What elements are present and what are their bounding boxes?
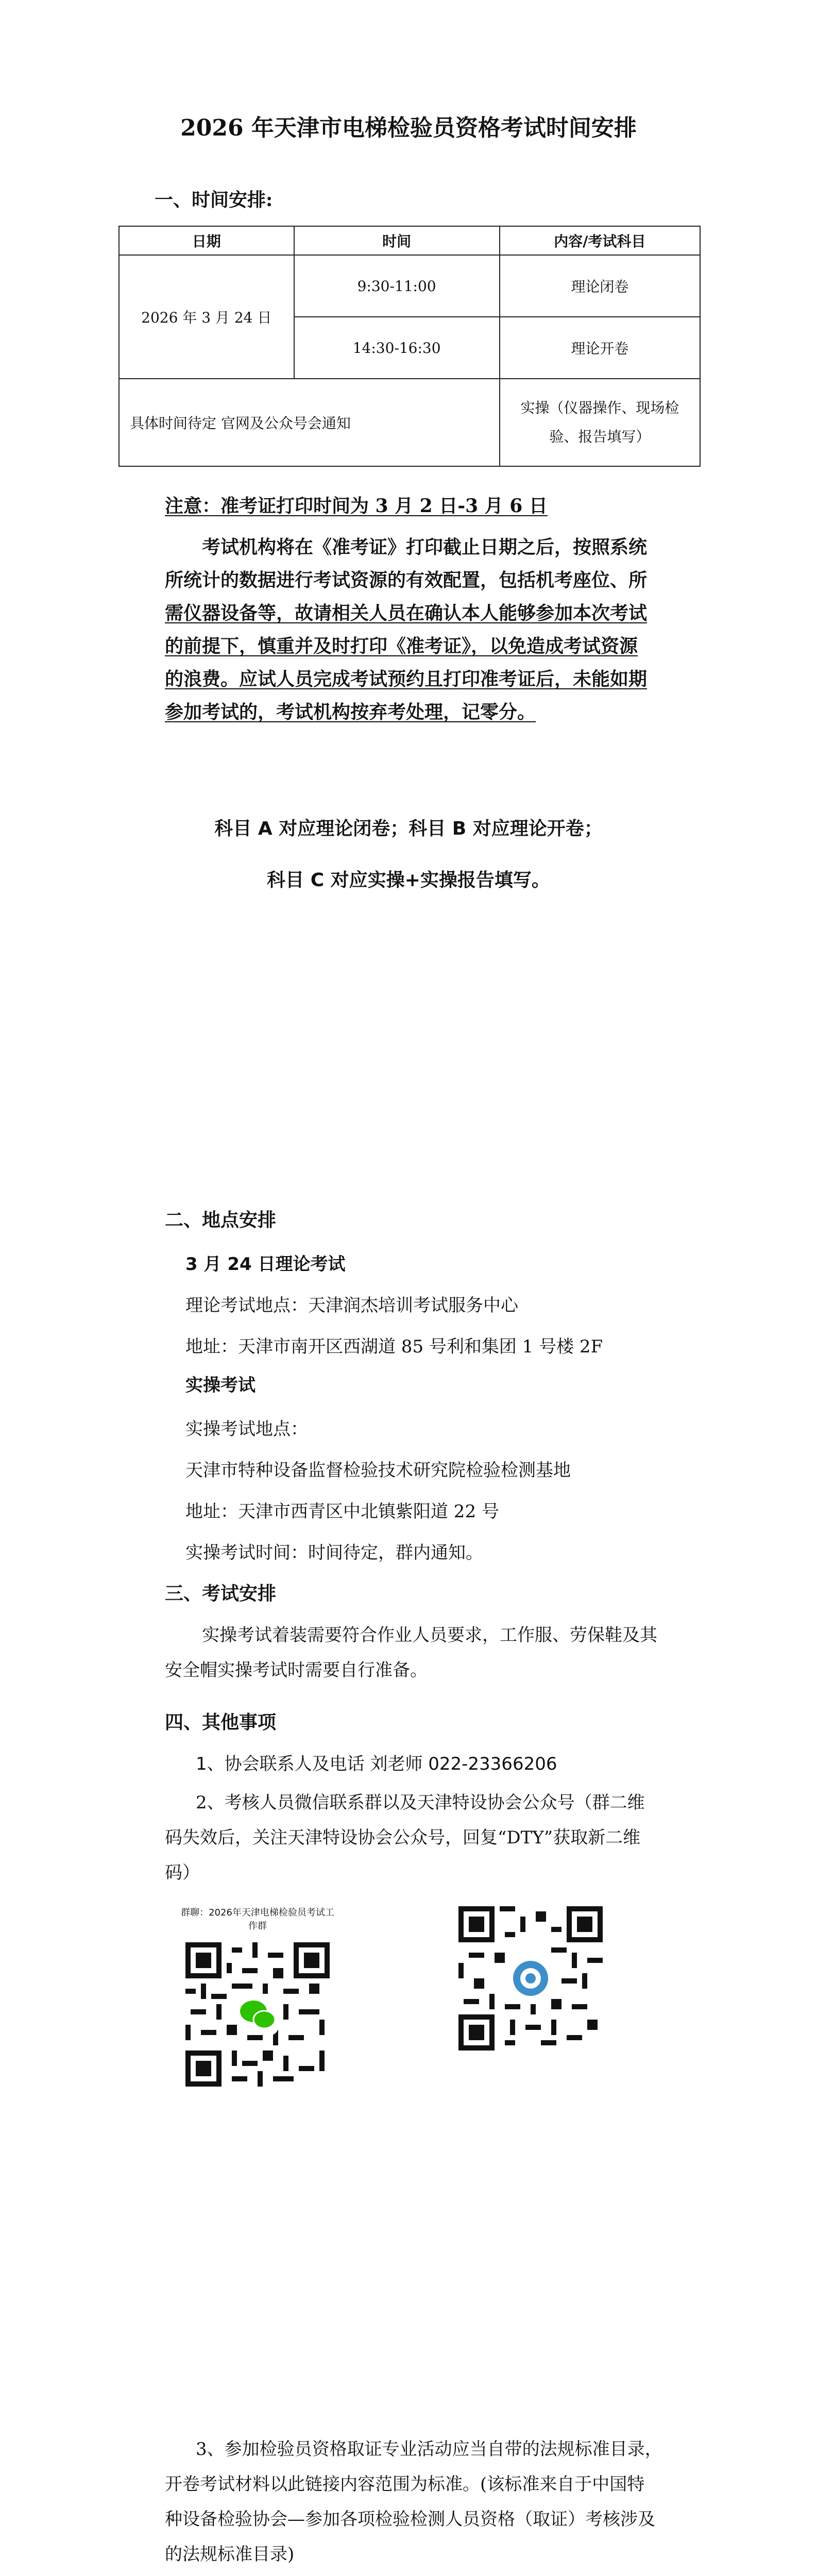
header-content: 内容/考试科目 bbox=[500, 226, 700, 255]
notice-body bbox=[165, 531, 742, 728]
section-other-heading: 四、其他事项 bbox=[165, 1712, 277, 1733]
wechat-group-qr-card bbox=[165, 1896, 350, 2117]
practical-address: 地址：天津市西青区中北镇紫阳道 22 号 bbox=[185, 1501, 499, 1522]
notice-title bbox=[165, 489, 548, 522]
practical-heading: 实操考试 bbox=[185, 1375, 256, 1396]
section-exam-heading: 三、考试安排 bbox=[165, 1583, 277, 1604]
qr-code-right[interactable] bbox=[458, 1906, 603, 2050]
practical-time: 实操考试时间：时间待定，群内通知。 bbox=[185, 1543, 483, 1563]
section-location-heading: 二、地点安排 bbox=[165, 1210, 277, 1231]
section3-line: 安全帽实操考试时需要自行准备。 bbox=[165, 1660, 428, 1681]
wechat-line: 2、考核人员微信联系群以及天津特设协会公众号（群二维 bbox=[196, 1792, 645, 1813]
wechat-line: 码） bbox=[165, 1862, 200, 1883]
practical-content: 实操（仪器操作、现场检验、报告填写） bbox=[500, 379, 700, 466]
exam-date: 2026 年 3 月 24 日 bbox=[119, 255, 294, 379]
section3-line: 实操考试着装需要符合作业人员要求，工作服、劳保鞋及其 bbox=[202, 1625, 657, 1646]
page-title: 2026 年天津市电梯检验员资格考试时间安排 bbox=[180, 115, 637, 141]
header-time: 时间 bbox=[294, 226, 500, 255]
schedule-row bbox=[119, 255, 700, 317]
schedule-table bbox=[118, 226, 701, 467]
wechat-info bbox=[165, 1785, 757, 1890]
notice-line: 所统计的数据进行考试资源的有效配置，包括机考座位、所 bbox=[165, 569, 648, 591]
regs-intro-line: 的法规标准目录) bbox=[165, 2544, 295, 2565]
qr-code-left[interactable] bbox=[185, 1942, 330, 2087]
schedule-row bbox=[119, 379, 700, 466]
slot-time: 9:30-11:00 bbox=[294, 255, 500, 317]
schedule-header-row bbox=[119, 226, 700, 255]
wechat-line: 码失效后，关注天津特设协会公众号，回复“DTY”获取新二维 bbox=[165, 1827, 641, 1848]
contact-line: 1、协会联系人及电话 刘老师 022-23366206 bbox=[196, 1754, 557, 1774]
section3-body bbox=[165, 1618, 757, 1688]
header-date: 日期 bbox=[119, 226, 294, 255]
qr-caption: 群聊：2026年天津电梯检验员考试工作群 bbox=[181, 1907, 334, 1931]
slot-time: 14:30-16:30 bbox=[294, 317, 500, 379]
practical-place-label: 实操考试地点： bbox=[185, 1419, 308, 1439]
regs-intro-line: 3、参加检验员资格取证专业活动应当自带的法规标准目录， bbox=[196, 2439, 662, 2460]
notice-line: 考试机构将在《准考证》打印截止日期之后，按照系统 bbox=[202, 536, 648, 558]
subjects-line2: 科目 C 对应实操+实操报告填写。 bbox=[267, 870, 550, 891]
notice-line: 参加考试的，考试机构按弃考处理，记零分。 bbox=[165, 701, 536, 723]
slot-content: 理论闭卷 bbox=[500, 255, 700, 317]
subjects-line1: 科目 A 对应理论闭卷；科目 B 对应理论开卷； bbox=[214, 818, 603, 839]
notice-title-text: 注意：准考证打印时间为 3 月 2 日-3 月 6 日 bbox=[165, 495, 548, 517]
notice-line: 的前提下，慎重并及时打印《准考证》，以免造成考试资源 bbox=[165, 635, 638, 657]
theory-place: 理论考试地点：天津润杰培训考试服务中心 bbox=[185, 1295, 518, 1316]
theory-address: 地址：天津市南开区西湖道 85 号利和集团 1 号楼 2F bbox=[185, 1336, 603, 1357]
regs-intro bbox=[165, 2432, 757, 2572]
notice-line: 需仪器设备等，故请相关人员在确认本人能够参加本次考试 bbox=[165, 602, 648, 624]
theory-heading: 3 月 24 日理论考试 bbox=[185, 1254, 346, 1275]
section-time-heading: 一、时间安排: bbox=[155, 189, 273, 211]
association-logo-icon bbox=[513, 1961, 548, 1996]
notice-line: 的浪费。应试人员完成考试预约且打印准考证后，未能如期 bbox=[165, 668, 648, 690]
regs-intro-line: 种设备检验协会—参加各项检验检测人员资格（取证）考核涉及 bbox=[165, 2509, 655, 2530]
practical-time: 具体时间待定 官网及公众号会通知 bbox=[119, 379, 500, 466]
practical-place: 天津市特种设备监督检验技术研究院检验检测基地 bbox=[185, 1460, 571, 1481]
regs-intro-line: 开卷考试材料以此链接内容范围为标准。(该标准来自于中国特 bbox=[165, 2474, 645, 2495]
slot-content: 理论开卷 bbox=[500, 317, 700, 379]
